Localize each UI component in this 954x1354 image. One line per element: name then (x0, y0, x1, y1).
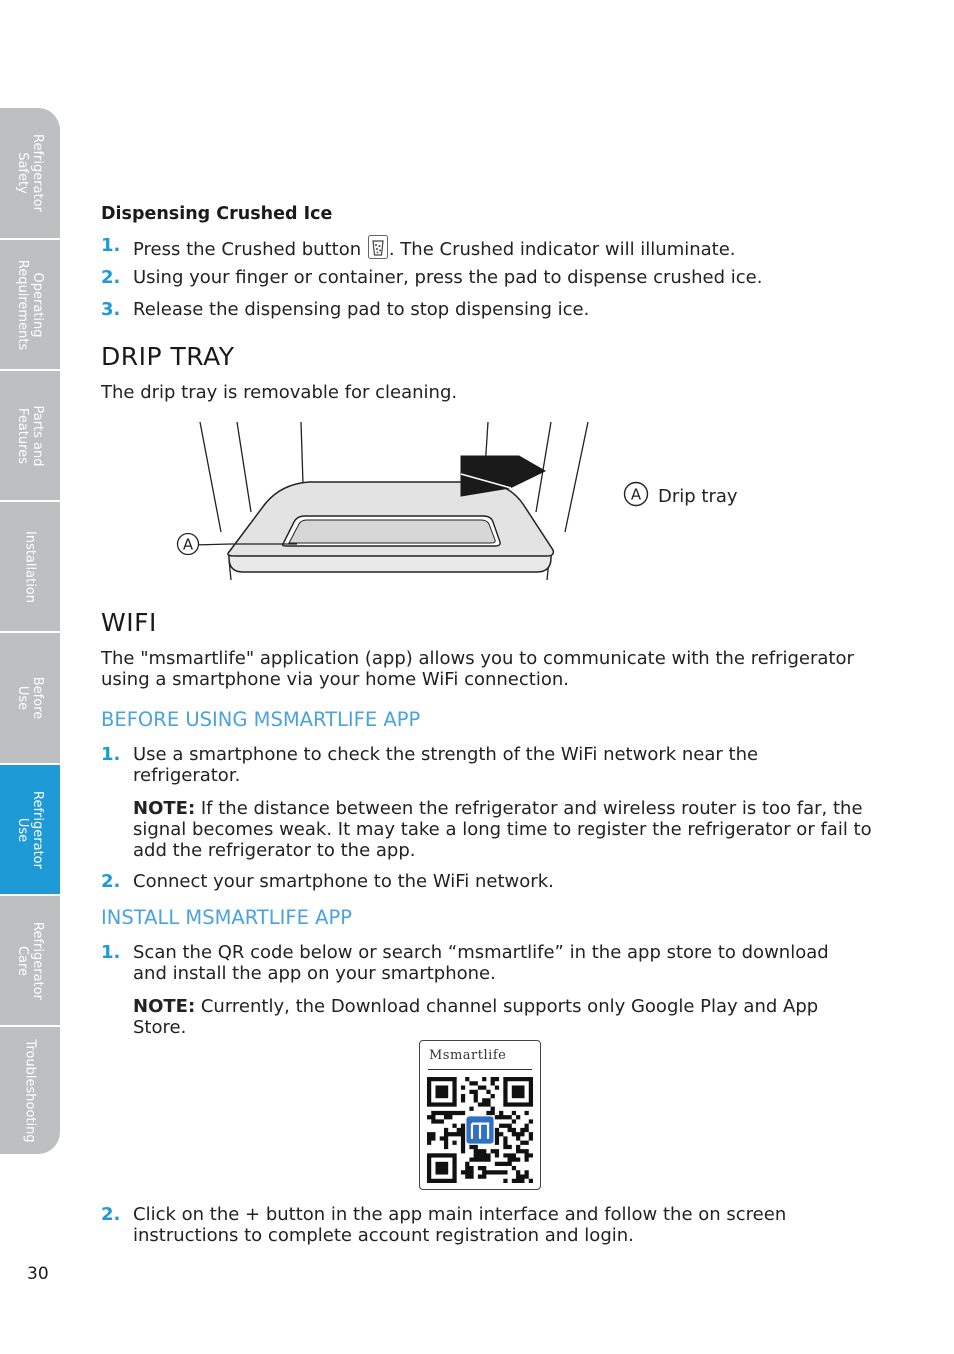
callout-letter-a: A (182, 535, 194, 554)
drip-tray-intro: The drip tray is removable for cleaning. (101, 382, 458, 403)
crushed-step-2: 2. Using your finger or container, press the pad to dispense crushed ice. (101, 267, 763, 288)
qr-code-card[interactable] (419, 1040, 541, 1190)
drip-tray-title: DRIP TRAY (101, 342, 235, 371)
crushed-ice-icon (368, 235, 388, 259)
before-using-heading: BEFORE USING MSMARTLIFE APP (101, 708, 421, 731)
tab-operating-requirements[interactable]: Operating Requirements (0, 240, 60, 371)
before-step-1: 1. Use a smartphone to check the strength of the WiFi network near the refrigerator. (101, 744, 759, 786)
drip-tray-illustration (171, 418, 671, 584)
crushed-step-3: 3. Release the dispensing pad to stop dispensing ice. (101, 299, 590, 320)
install-note: NOTE: Currently, the Download channel supports only Google Play and App Store. (133, 996, 819, 1038)
qr-caption: Msmartlife (429, 1048, 507, 1063)
wifi-intro: The "msmartlife" application (app) allows you to communicate with the refrigerator using a smartphone via your home WiFi connection. (101, 648, 854, 690)
svg-text:A: A (630, 485, 642, 504)
crushed-step-1: 1. Press the Crushed button . The Crushed indicator will illuminate. (101, 235, 736, 260)
install-step-2: 2. Click on the + button in the app main interface and follow the on screen instructions to complete account registration and login. (101, 1204, 787, 1246)
section-sidebar (0, 108, 60, 1154)
crushed-ice-heading: Dispensing Crushed Ice (101, 204, 333, 224)
tab-refrigerator-safety[interactable]: Refrigerator Safety (0, 108, 60, 240)
install-step-1: 1. Scan the QR code below or search “msmartlife” in the app store to download and install the app on your smartphone. (101, 942, 829, 984)
page-number: 30 (27, 1264, 49, 1284)
tab-installation[interactable]: Installation (0, 502, 60, 633)
tab-parts-and-features[interactable]: Parts and Features (0, 371, 60, 502)
tab-troubleshooting[interactable]: Troubleshooting (22, 1038, 38, 1143)
qr-divider (428, 1069, 532, 1070)
before-note: NOTE: If the distance between the refrigerator and wireless router is too far, the signal becomes weak. It may take a long time to register the refrigerator or fail to add the refrigerator to the app. (133, 798, 872, 861)
before-step-2: 2. Connect your smartphone to the WiFi network. (101, 871, 554, 892)
tab-before-use[interactable]: Before Use (0, 633, 60, 765)
legend-marker-a (623, 481, 649, 507)
tab-refrigerator-use[interactable]: Refrigerator Use (0, 765, 60, 896)
install-heading: INSTALL MSMARTLIFE APP (101, 906, 352, 929)
tab-refrigerator-care[interactable]: Refrigerator Care (0, 896, 60, 1027)
qr-code-icon (427, 1077, 533, 1183)
legend-label: Drip tray (658, 486, 738, 507)
wifi-title: WIFI (101, 608, 157, 637)
